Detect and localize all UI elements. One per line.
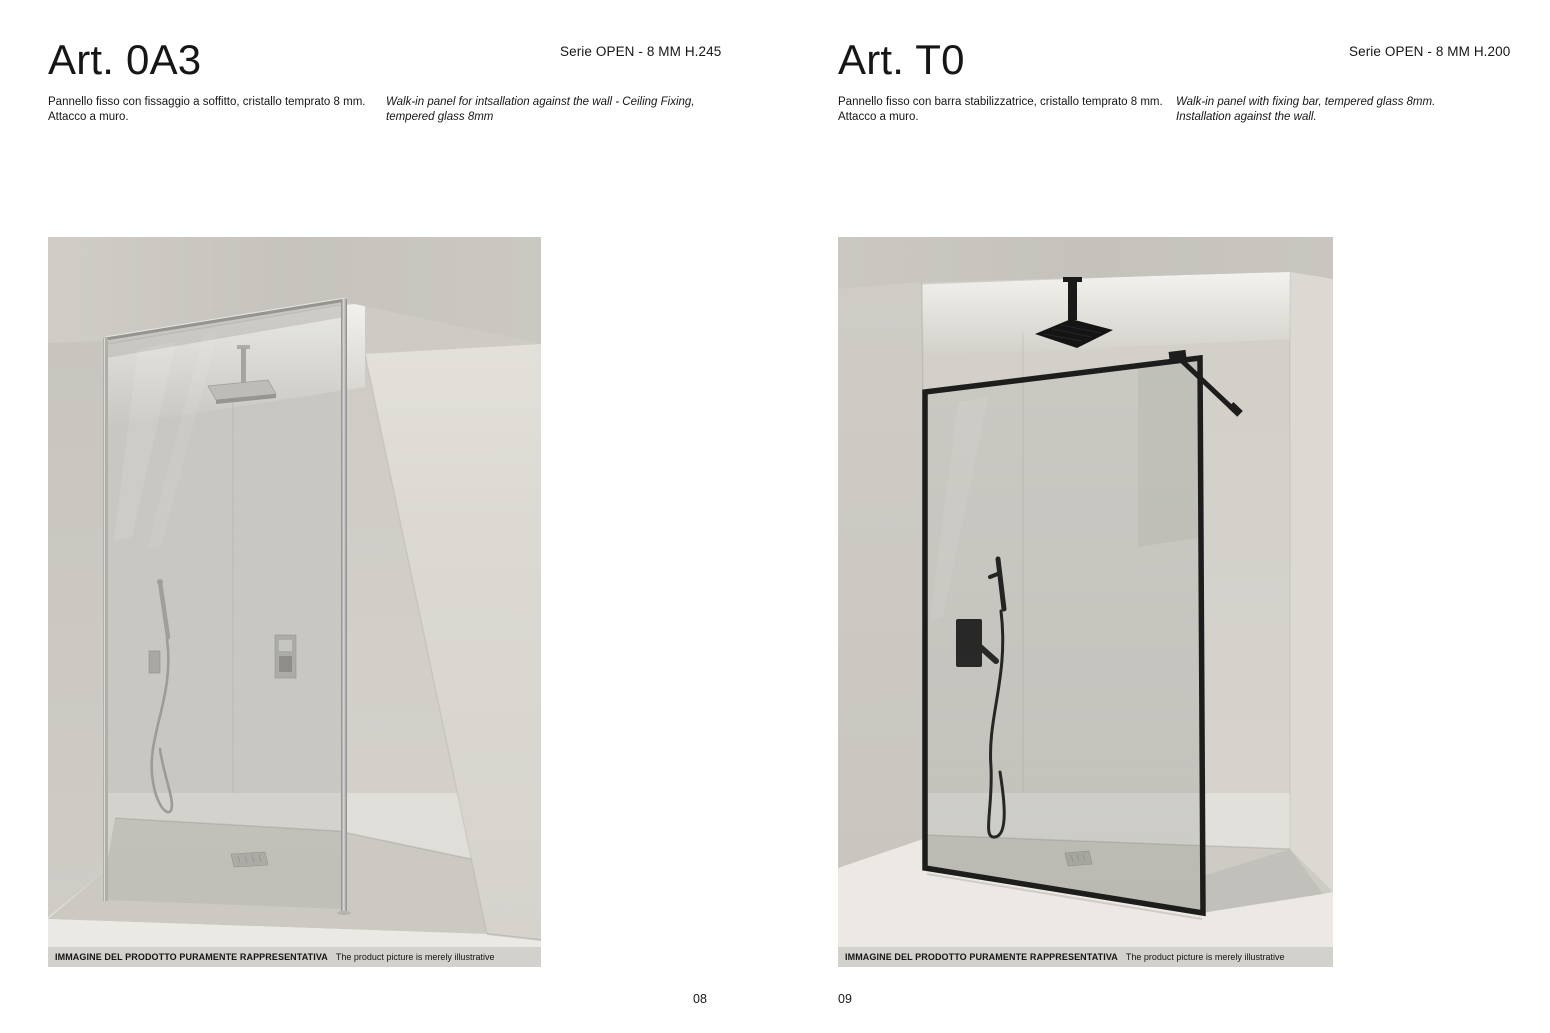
left-wall-pillar [838,277,926,868]
left-wall [48,341,106,917]
description-line: Installation against the wall. [1176,111,1317,123]
caption-italian: IMMAGINE DEL PRODOTTO PURAMENTE RAPPRESENTATIVA [55,952,328,962]
photo-caption-bar [48,947,541,967]
wall-profile [103,338,108,901]
glass-panel [925,358,1203,919]
shower-room-illustration-black [838,237,1333,947]
description-english [386,95,695,125]
product-title: Art. T0 [838,36,965,83]
description-italian [838,95,1163,125]
shower-room-illustration-chrome [48,237,541,947]
description-line: tempered glass 8mm [386,111,494,123]
product-photo [838,237,1333,967]
serie-label: Serie OPEN - 8 MM H.200 [1349,44,1511,59]
right-wall [1290,272,1333,892]
product-title: Art. 0A3 [48,36,202,83]
glass-edge-profile [341,299,347,911]
description-line: Walk-in panel with fixing bar, tempered glass 8mm. [1176,96,1436,108]
description-italian [48,95,365,125]
caption-english: The product picture is merely illustrative [1125,952,1285,962]
description-line: Walk-in panel for intsallation against the wall - Ceiling Fixing, [386,96,695,108]
description-line: Attacco a muro. [838,111,919,123]
description-line: Attacco a muro. [48,111,129,123]
product-photo [48,237,541,967]
description-english [1176,95,1435,125]
photo-caption-bar [838,947,1333,967]
description-line: Pannello fisso con barra stabilizzatrice, cristallo temprato 8 mm. [838,96,1163,108]
page-number: 09 [838,992,852,1006]
serie-label: Serie OPEN - 8 MM H.245 [560,44,722,59]
page-number: 08 [693,992,707,1006]
description-line: Pannello fisso con fissaggio a soffitto, cristallo temprato 8 mm. [48,96,366,108]
caption-italian: IMMAGINE DEL PRODOTTO PURAMENTE RAPPRESENTATIVA [845,952,1118,962]
glass-panel [103,298,351,915]
caption-english: The product picture is merely illustrative [335,952,495,962]
